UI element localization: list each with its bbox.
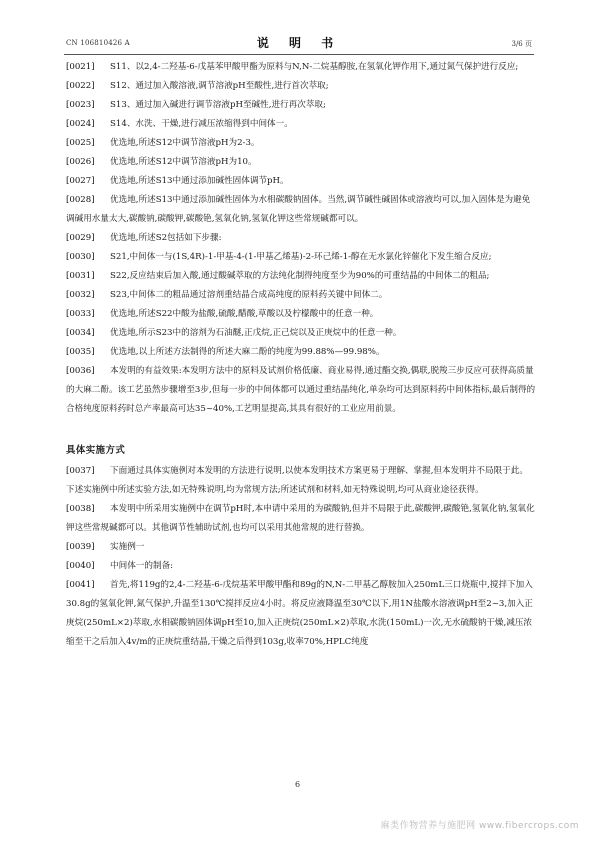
paragraph: [66, 462, 536, 500]
document-body: [66, 58, 536, 652]
paragraph-number: [0029]: [66, 233, 95, 243]
paragraph-number: [0027]: [66, 176, 95, 186]
paragraph-text: 优选地,所述S13中通过添加碱性固体为水相碳酸钠固体。当然,调节碱性碱固体或溶液均可以,加入固体是为避免调碱用水量太大,碳酸钠,碳酸钾,碳酸铯,氢氧化钠,氢氧化钾这些常规碱都可以。: [66, 195, 531, 224]
paragraph: [66, 324, 536, 343]
paragraph: [66, 58, 536, 77]
document-title: 说 明 书: [256, 36, 342, 50]
paragraph: [66, 538, 536, 557]
paragraph: [66, 267, 536, 286]
paragraph-text: 优选地,所述S2包括如下步骤:: [110, 233, 222, 243]
paragraph: [66, 500, 536, 538]
paragraph-text: S14、水洗、干燥,进行减压浓缩得到中间体一。: [110, 119, 293, 129]
paragraph-text: S22,反应结束后加入酸,通过酸碱萃取的方法纯化制得纯度至少为90%的可重结晶的中间体二的粗品;: [110, 271, 490, 281]
paragraph-number: [0037]: [66, 466, 95, 476]
paragraph-number: [0034]: [66, 328, 95, 338]
paragraph: [66, 134, 536, 153]
paragraph-number: [0021]: [66, 62, 95, 72]
paragraph-text: 优选地,所述S12中调节溶液pH为10。: [110, 157, 257, 167]
paragraph-text: 优选地,以上所述方法制得的所述大麻二酚的纯度为99.88%—99.98%。: [110, 347, 385, 357]
paragraph-number: [0024]: [66, 119, 95, 129]
paragraph: [66, 362, 536, 419]
paragraph-number: [0025]: [66, 138, 95, 148]
paragraph-number: [0041]: [66, 580, 95, 590]
paragraph-list-embodiments: [66, 462, 536, 652]
paragraph-number: [0030]: [66, 252, 95, 262]
paragraph-text: S21,中间体一与(1S,4R)-1-甲基-4-(1-甲基乙烯基)-2-环己烯-1-醇在无水氯化锌催化下发生缩合反应;: [110, 252, 492, 262]
paragraph: [66, 557, 536, 576]
paragraph: [66, 153, 536, 172]
paragraph: [66, 576, 536, 652]
paragraph: [66, 248, 536, 267]
paragraph: [66, 96, 536, 115]
paragraph-number: [0028]: [66, 195, 95, 205]
publication-number: CN 106810426 A: [66, 39, 130, 47]
paragraph-text: S23,中间体二的粗品通过溶剂重结晶合成高纯度的原料药关键中间体二。: [110, 290, 388, 300]
paragraph: [66, 172, 536, 191]
page-indicator: 3/6 页: [511, 40, 532, 48]
paragraph-text: 本发明的有益效果:本发明方法中的原料及试剂价格低廉、商业易得,通过酯交换,偶联,脱羧三步反应可获得高质量的大麻二酚。该工艺虽然步骤增至3步,但每一步的中间体都可以通过重结晶纯化,单杂均可达到原料药中间体指标,最后制得的合格纯度原料药时总产率最高可达35~40%,工艺明显提高,其具有很好的工业应用前景。: [66, 366, 536, 414]
page-header: [66, 34, 532, 50]
site-watermark: 麻类作物营养与施肥网 www.fibercrops.com: [380, 821, 579, 831]
paragraph-number: [0026]: [66, 157, 95, 167]
paragraph-text: 优选地,所述S12中调节溶液pH为2-3。: [110, 138, 260, 148]
paragraph: [66, 229, 536, 248]
paragraph-number: [0038]: [66, 504, 95, 514]
paragraph-text: 优选地,所述S22中酸为盐酸,硫酸,醋酸,草酸以及柠檬酸中的任意一种。: [110, 309, 379, 319]
paragraph-number: [0035]: [66, 347, 95, 357]
paragraph-text: 优选地,所示S23中的溶剂为石油醚,正戊烷,正己烷以及正庚烷中的任意一种。: [110, 328, 402, 338]
paragraph-text: 首先,将119g的2,4-二羟基-6-戊烷基苯甲酸甲酯和89g的N,N-二甲基乙醇胺加入250mL三口烧瓶中,搅拌下加入30.8g的氢氧化钾,氮气保护,升温至130℃搅拌反应4小时。将反应液降温至30℃以下,用1N盐酸水溶液调pH至2~3,加入正庚烷(250mL×2)萃取,水相碳酸钠固体调pH至10,加入正庚烷(250mL×2)萃取,水洗(150mL)一次,无水硫酸钠干燥,减压浓缩至干之后加入4v/m的正庚烷重结晶,干燥之后得到103g,收率70%,HPLC纯度: [66, 580, 533, 647]
header-divider: [64, 54, 534, 55]
paragraph-number: [0036]: [66, 366, 95, 376]
paragraph: [66, 115, 536, 134]
paragraph: [66, 343, 536, 362]
paragraph: [66, 191, 536, 229]
paragraph-number: [0033]: [66, 309, 95, 319]
paragraph-number: [0032]: [66, 290, 95, 300]
paragraph-text: 下面通过具体实施例对本发明的方法进行说明,以使本发明技术方案更易于理解、掌握,但本发明并不局限于此。下述实施例中所述实验方法,如无特殊说明,均为常规方法;所述试剂和材料,如无特殊说明,均可从商业途径获得。: [66, 466, 528, 495]
paragraph-list: [66, 58, 536, 419]
paragraph-text: S12、通过加入酸溶液,调节溶液pH至酸性,进行首次萃取;: [110, 81, 329, 91]
paragraph-number: [0022]: [66, 81, 95, 91]
paragraph: [66, 77, 536, 96]
page-number: 6: [294, 780, 301, 789]
paragraph-text: S13、通过加入碱进行调节溶液pH至碱性,进行再次萃取;: [110, 100, 326, 110]
paragraph: [66, 305, 536, 324]
paragraph-number: [0031]: [66, 271, 95, 281]
paragraph-text: 实施例一: [110, 542, 145, 552]
paragraph-number: [0040]: [66, 561, 95, 571]
section-title: 具体实施方式: [66, 445, 126, 456]
paragraph-text: 本发明中所采用实施例中在调节pH时,本申请中采用的为碳酸钠,但并不局限于此,碳酸钾,碳酸铯,氢氧化钠,氢氧化钾这些常规碱都可以。其他调节性辅助试剂,也均可以采用其他常规的进行替换。: [66, 504, 535, 533]
paragraph-number: [0039]: [66, 542, 95, 552]
paragraph-text: S11、以2,4-二羟基-6-戊基苯甲酸甲酯为原料与N,N-二烷基醇胺,在氢氧化钾作用下,通过氮气保护进行反应;: [110, 62, 519, 72]
paragraph-number: [0023]: [66, 100, 95, 110]
paragraph: [66, 286, 536, 305]
paragraph-text: 优选地,所述S13中通过添加碱性固体调节pH。: [110, 176, 289, 186]
paragraph-text: 中间体一的制备:: [110, 561, 174, 571]
